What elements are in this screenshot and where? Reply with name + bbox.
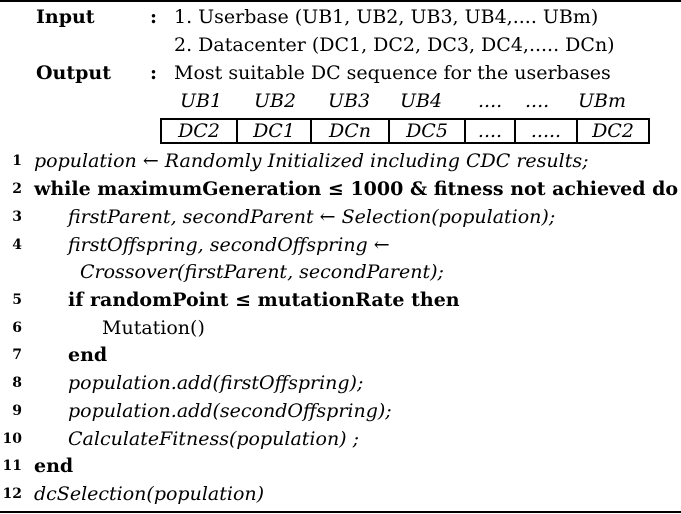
code-line-12: [0, 480, 681, 508]
code-line-4: [0, 231, 681, 259]
userbase-label: UB2: [254, 90, 297, 112]
output-text: Most suitable DC sequence for the userbases: [174, 62, 611, 84]
code-line-3: [0, 203, 681, 231]
line-number: 3: [12, 209, 22, 225]
datacenter-cell: DC1: [238, 120, 312, 142]
code-line-10: [0, 425, 681, 453]
top-rule: [0, 0, 681, 2]
code-text: Mutation(): [102, 317, 205, 339]
code-text: firstOffspring, secondOffspring ←: [68, 234, 390, 256]
line-number: 4: [12, 237, 22, 253]
line-number: 9: [12, 403, 22, 419]
code-text: while maximumGeneration ≤ 1000 & fitness not achieved do: [34, 178, 679, 200]
datacenter-cell: .....: [516, 120, 578, 142]
code-text: Crossover(firstParent, secondParent);: [80, 261, 444, 283]
userbase-label: ....: [525, 90, 550, 112]
datacenter-sequence: [160, 118, 650, 144]
input-colon: :: [150, 6, 158, 28]
input-label: Input: [36, 6, 95, 28]
input-userbase: 1. Userbase (UB1, UB2, UB3, UB4,.... UBm): [174, 6, 599, 28]
code-text: firstParent, secondParent ← Selection(population);: [68, 206, 556, 228]
code-text: if randomPoint ≤ mutationRate then: [68, 289, 460, 311]
code-line-7: [0, 341, 681, 369]
code-text: population.add(secondOffspring);: [68, 400, 392, 422]
code-line-8: [0, 369, 681, 397]
output-row: [0, 59, 681, 87]
line-number: 5: [12, 292, 22, 308]
userbase-label: UB4: [400, 90, 443, 112]
code-line-5: [0, 286, 681, 314]
input-row: [0, 3, 681, 31]
code-text: dcSelection(population): [34, 483, 265, 505]
code-text: end: [34, 455, 74, 477]
code-line-4-cont: [0, 258, 681, 286]
code-line-6: [0, 314, 681, 342]
datacenter-cell: DC2: [592, 120, 634, 142]
line-number: 11: [2, 458, 22, 474]
userbase-label: UB1: [180, 90, 223, 112]
line-number: 10: [2, 431, 22, 447]
code-text: CalculateFitness(population) ;: [68, 428, 360, 450]
datacenter-cell: ....: [466, 120, 516, 142]
line-number: 6: [12, 320, 22, 336]
code-text: population ← Randomly Initialized including CDC results;: [34, 150, 589, 172]
line-number: 12: [2, 486, 22, 502]
datacenter-cell: DC2: [162, 120, 238, 142]
line-number: 7: [12, 347, 22, 363]
code-text: population.add(firstOffspring);: [68, 372, 364, 394]
output-colon: :: [150, 62, 158, 84]
bottom-rule: [0, 511, 681, 513]
code-line-2: [0, 175, 681, 203]
code-line-11: [0, 452, 681, 480]
code-line-1: [0, 147, 681, 175]
datacenter-cell: DC5: [390, 120, 466, 142]
line-number: 8: [12, 375, 22, 391]
output-label: Output: [36, 62, 112, 84]
code-text: end: [68, 344, 108, 366]
userbase-label: ....: [478, 90, 503, 112]
line-number: 2: [12, 181, 22, 197]
line-number: 1: [12, 153, 22, 169]
userbase-label: UB3: [328, 90, 371, 112]
code-line-9: [0, 397, 681, 425]
userbase-label: UBm: [578, 90, 626, 112]
input-row-2: [0, 31, 681, 59]
datacenter-cell: DCn: [312, 120, 390, 142]
input-datacenter: 2. Datacenter (DC1, DC2, DC3, DC4,..... DCn): [174, 34, 615, 56]
